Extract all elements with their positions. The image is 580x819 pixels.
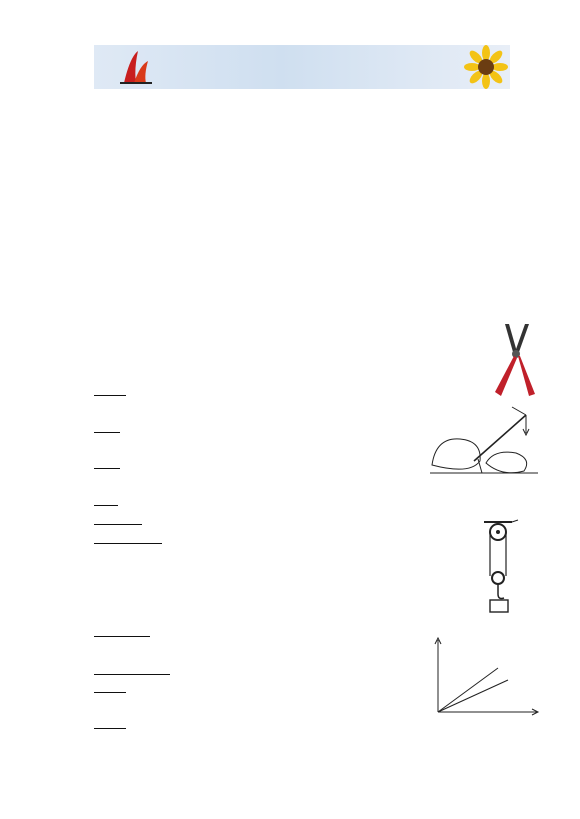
graph-line-b	[438, 680, 508, 712]
q16-blank-2[interactable]	[94, 624, 150, 637]
q16-line2	[94, 624, 150, 641]
q15-line2	[94, 493, 118, 510]
q14-blank-1[interactable]	[94, 383, 126, 396]
q17-line1	[94, 680, 126, 697]
q16-blank-3[interactable]	[94, 662, 134, 675]
q14-blank-2[interactable]	[94, 420, 120, 433]
top-circuit-figure	[0, 90, 580, 180]
pliers-image	[485, 322, 545, 402]
crane-pulley-image	[482, 518, 522, 618]
q16-blank-1[interactable]	[94, 531, 162, 544]
graph-line-a	[438, 668, 498, 712]
sunflower-icon	[450, 45, 510, 89]
q17-line3	[94, 716, 126, 733]
temperature-time-graph	[428, 636, 548, 726]
q16-line4	[94, 662, 170, 679]
q16-line1	[94, 531, 162, 548]
q14-sub2b	[94, 420, 120, 437]
q15-line3	[94, 512, 142, 529]
logo-icon	[116, 47, 156, 87]
q14-sub2d	[94, 456, 120, 473]
lever-figure	[430, 405, 540, 485]
q15-blank-1[interactable]	[94, 493, 118, 506]
q16-blank-4[interactable]	[134, 662, 170, 675]
q15-blank-2[interactable]	[94, 512, 142, 525]
header-banner	[94, 45, 510, 89]
q17-blank-1[interactable]	[94, 680, 126, 693]
q14-blank-3[interactable]	[94, 456, 120, 469]
q14-sub1	[94, 383, 126, 400]
q17-blank-2[interactable]	[94, 716, 126, 729]
q13-circuit-figure	[0, 252, 580, 312]
